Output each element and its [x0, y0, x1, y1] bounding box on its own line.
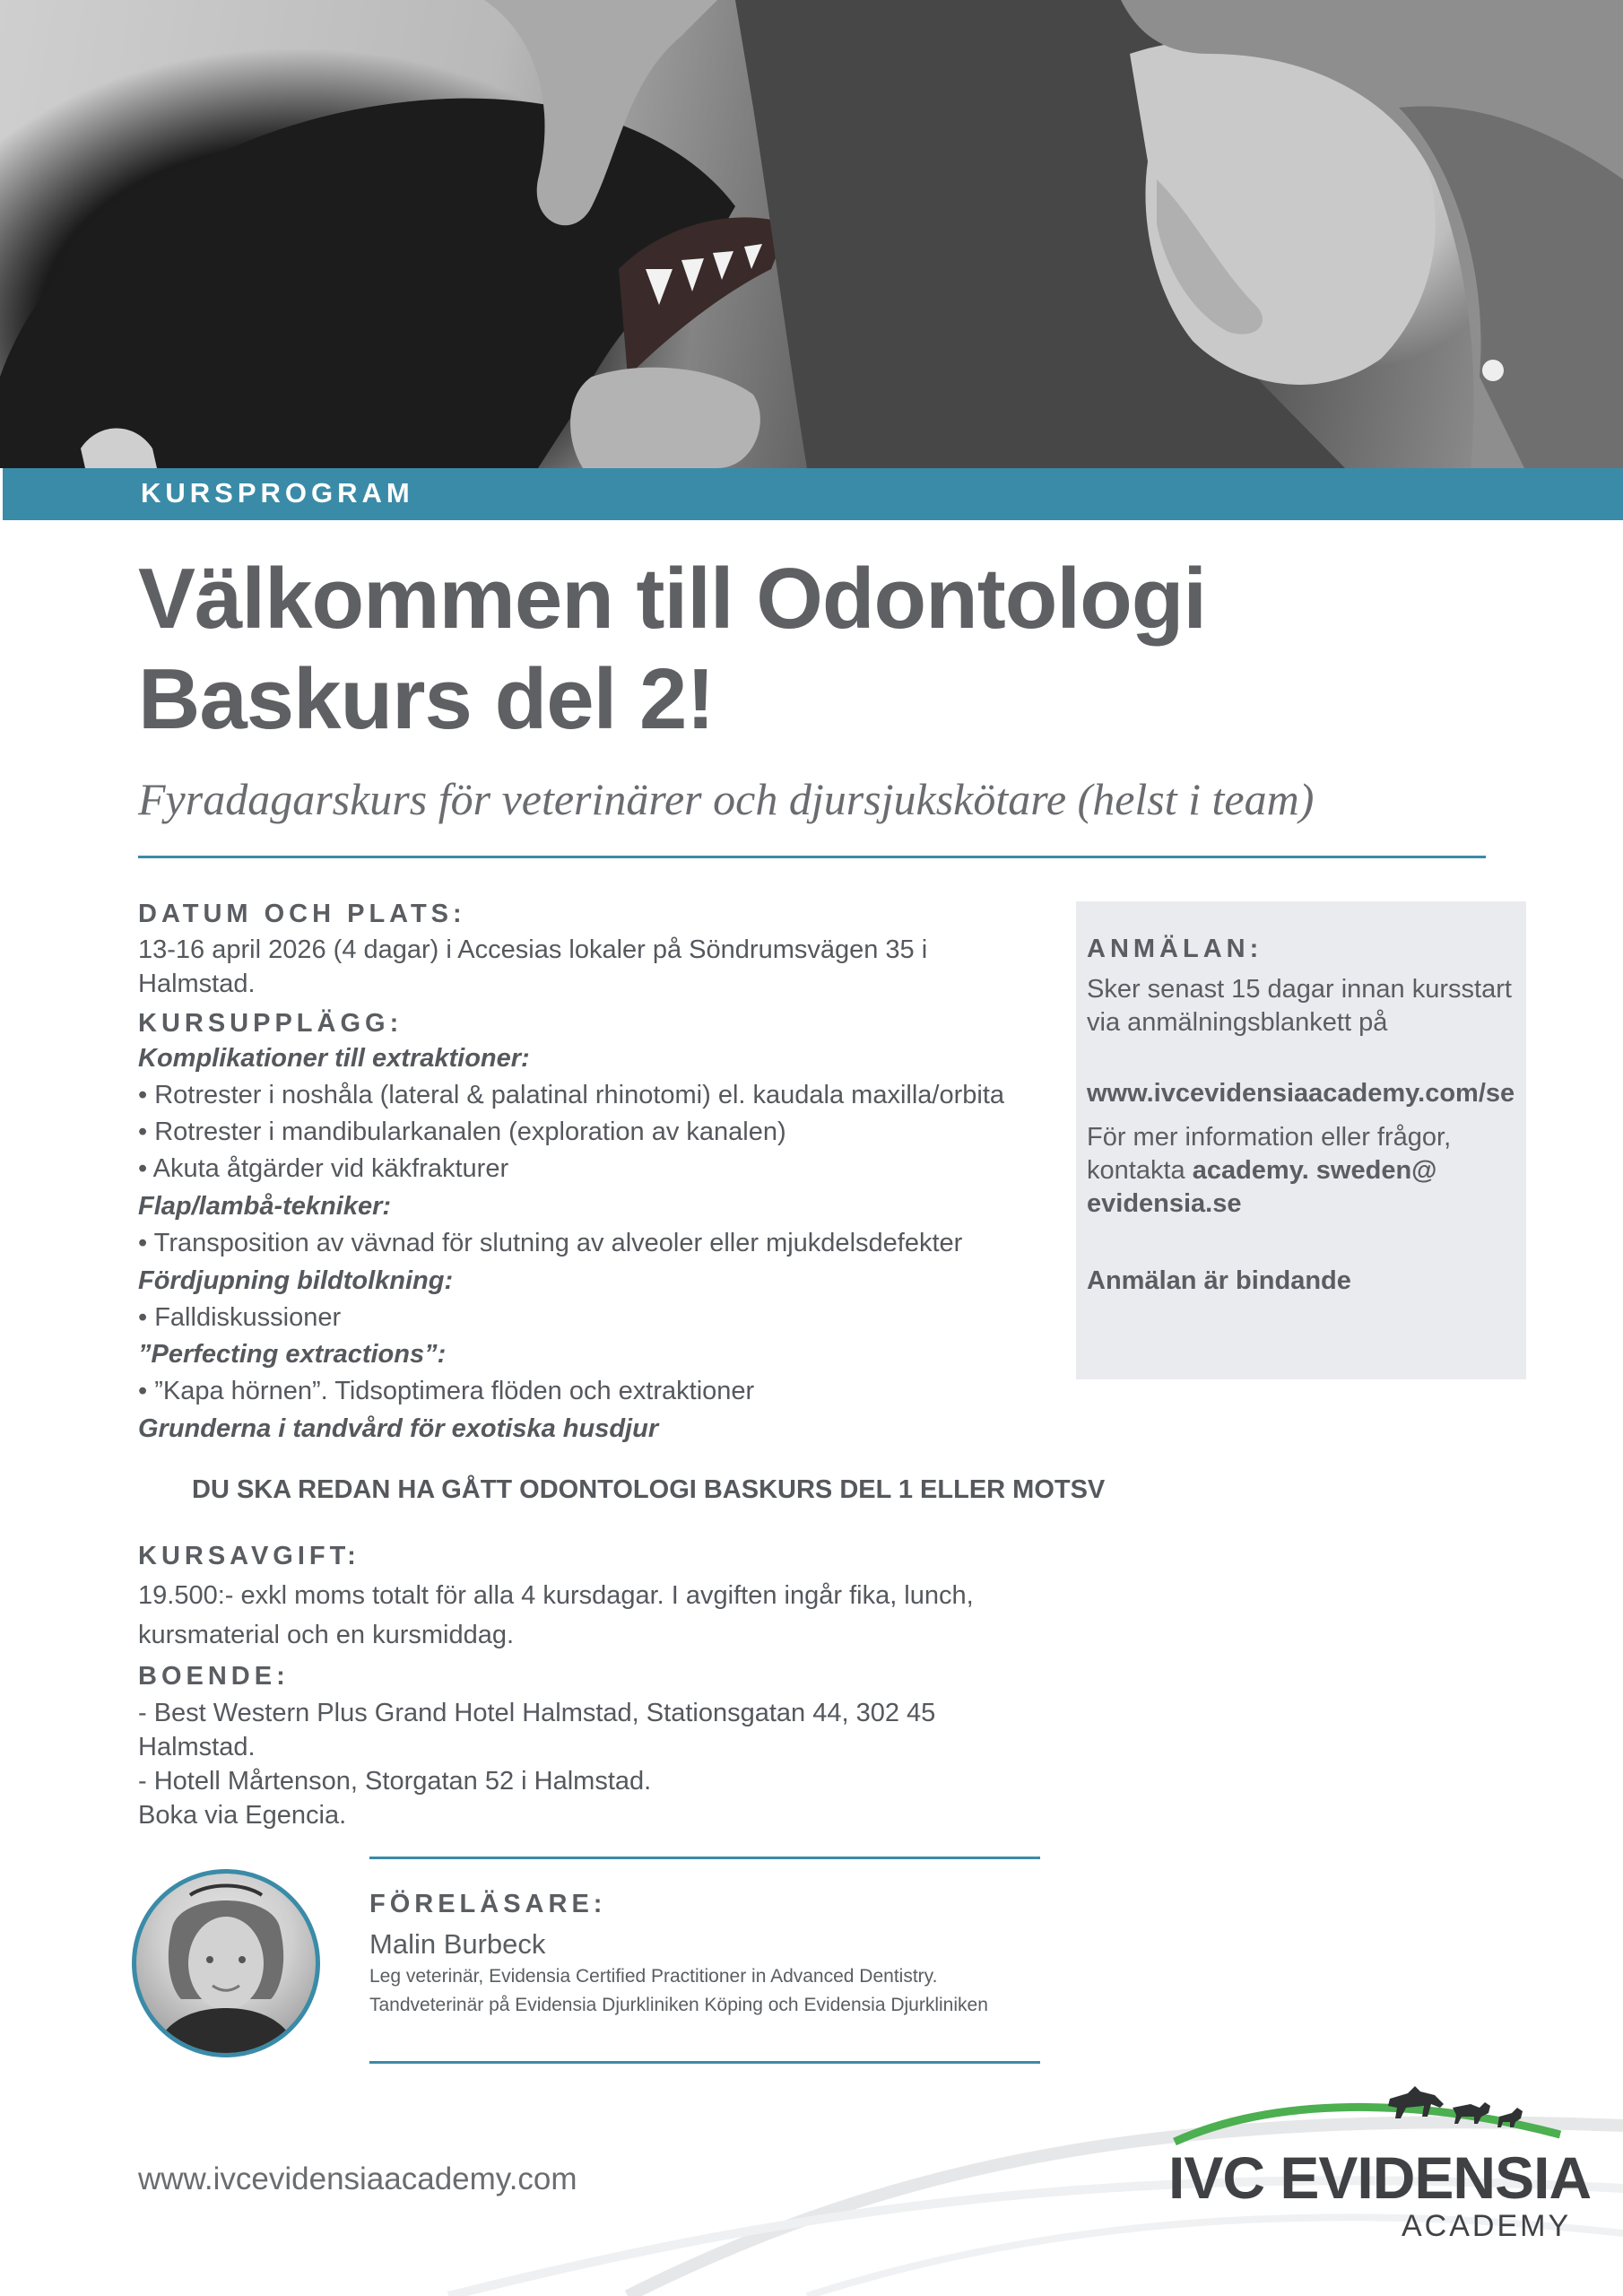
anmalan-heading: ANMÄLAN: — [1087, 935, 1263, 963]
lecturer-portrait — [132, 1869, 320, 2057]
boende-line: Boka via Egencia. — [138, 1801, 347, 1830]
kursavgift-line-2: kursmaterial och en kursmiddag. — [138, 1621, 515, 1649]
anmalan-email-link-2[interactable]: evidensia.se — [1087, 1189, 1242, 1218]
anmalan-contact-line — [1087, 1154, 1517, 1187]
anmalan-url-link[interactable]: www.ivcevidensiaacademy.com/se — [1087, 1079, 1515, 1108]
page-title — [138, 549, 1393, 750]
kursupplagg-item: • Falldiskussioner — [138, 1303, 342, 1332]
hero-photo — [0, 0, 1623, 468]
anmalan-contact-label: kontakta — [1087, 1156, 1185, 1185]
kursupplagg-heading: KURSUPPLÄGG: — [138, 1009, 404, 1038]
logo-green-swoosh — [1175, 2107, 1560, 2142]
anmalan-email-link-1[interactable]: academy. sweden@ — [1192, 1156, 1437, 1185]
kursupplagg-sub-1: Komplikationer till extraktioner: — [138, 1044, 530, 1073]
kursupplagg-item: • Rotrester i noshåla (lateral & palatinal rhinotomi) el. kaudala maxilla/orbita — [138, 1081, 1005, 1109]
page-subtitle: Fyradagarskurs för veterinärer och djursjukskötare (helst i team) — [138, 774, 1315, 824]
kursupplagg-item: • Rotrester i mandibularkanalen (exploration av kanalen) — [138, 1118, 786, 1146]
kursupplagg-sub-4: ”Perfecting extractions”: — [138, 1340, 447, 1369]
kursprogram-band — [3, 468, 1623, 520]
boende-line: Halmstad. — [138, 1733, 256, 1761]
boende-text — [138, 1696, 1080, 1832]
lecturer-title-2: Tandveterinär på Evidensia Djurkliniken Köping och Evidensia Djurkliniken — [369, 1995, 988, 2015]
kursavgift-text — [138, 1576, 1080, 1655]
lecturer-heading: FÖRELÄSARE: — [369, 1890, 607, 1918]
hero-illustration — [0, 0, 1623, 468]
lecturer-name: Malin Burbeck — [369, 1928, 546, 1960]
kursavgift-heading: KURSAVGIFT: — [138, 1542, 360, 1570]
anmalan-info-line: För mer information eller frågor, — [1087, 1123, 1452, 1152]
datum-line-2: Halmstad. — [138, 970, 256, 998]
kursupplagg-sub-5: Grunderna i tandvård för exotiska husdjur — [138, 1414, 659, 1443]
boende-line: - Best Western Plus Grand Hotel Halmstad, Stationsgatan 44, 302 45 — [138, 1699, 936, 1727]
prerequisite-notice: DU SKA REDAN HA GÅTT ODONTOLOGI BASKURS DEL 1 ELLER MOTSV — [192, 1475, 1106, 1504]
logo-sub-text: ACADEMY — [1402, 2209, 1572, 2243]
anmalan-info — [1087, 1121, 1517, 1221]
lecturer-top-divider — [369, 1857, 1040, 1859]
datum-line-1: 13-16 april 2026 (4 dagar) i Accesias lokaler på Söndrumsvägen 35 i — [138, 935, 928, 964]
lecturer-title-1: Leg veterinär, Evidensia Certified Practitioner in Advanced Dentistry. — [369, 1966, 938, 1987]
logo-main-text: IVC EVIDENSIA — [1168, 2144, 1592, 2211]
title-divider — [138, 856, 1486, 858]
kursupplagg-sub-2: Flap/lambå-tekniker: — [138, 1192, 392, 1221]
portrait-illustration — [136, 1874, 316, 2053]
kursupplagg-item: • ”Kapa hörnen”. Tidsoptimera flöden och extraktioner — [138, 1377, 755, 1405]
anmalan-box — [1076, 901, 1526, 1379]
boende-line: - Hotell Mårtenson, Storgatan 52 i Halmstad. — [138, 1767, 652, 1796]
kursupplagg-item: • Akuta åtgärder vid käkfrakturer — [138, 1154, 509, 1183]
datum-heading: DATUM OCH PLATS: — [138, 900, 466, 928]
datum-text — [138, 933, 1035, 1001]
kursupplagg-sub-3: Fördjupning bildtolkning: — [138, 1266, 454, 1295]
boende-heading: BOENDE: — [138, 1662, 290, 1691]
kursupplagg-item: • Transposition av vävnad för slutning av alveoler eller mjukdelsdefekter — [138, 1229, 963, 1257]
title-line-2: Baskurs del 2! — [138, 651, 715, 747]
kursavgift-line-1: 19.500:- exkl moms totalt för alla 4 kursdagar. I avgiften ingår fika, lunch, — [138, 1581, 974, 1610]
band-label: KURSPROGRAM — [141, 477, 414, 509]
anmalan-binding: Anmälan är bindande — [1087, 1266, 1351, 1295]
anmalan-text: Sker senast 15 dagar innan kursstart via anmälningsblankett på — [1087, 975, 1512, 1037]
title-line-1: Välkommen till Odontologi — [138, 551, 1207, 647]
footer-url-link[interactable]: www.ivcevidensiaacademy.com — [138, 2161, 577, 2196]
logo-animals-icon — [1388, 2086, 1523, 2127]
